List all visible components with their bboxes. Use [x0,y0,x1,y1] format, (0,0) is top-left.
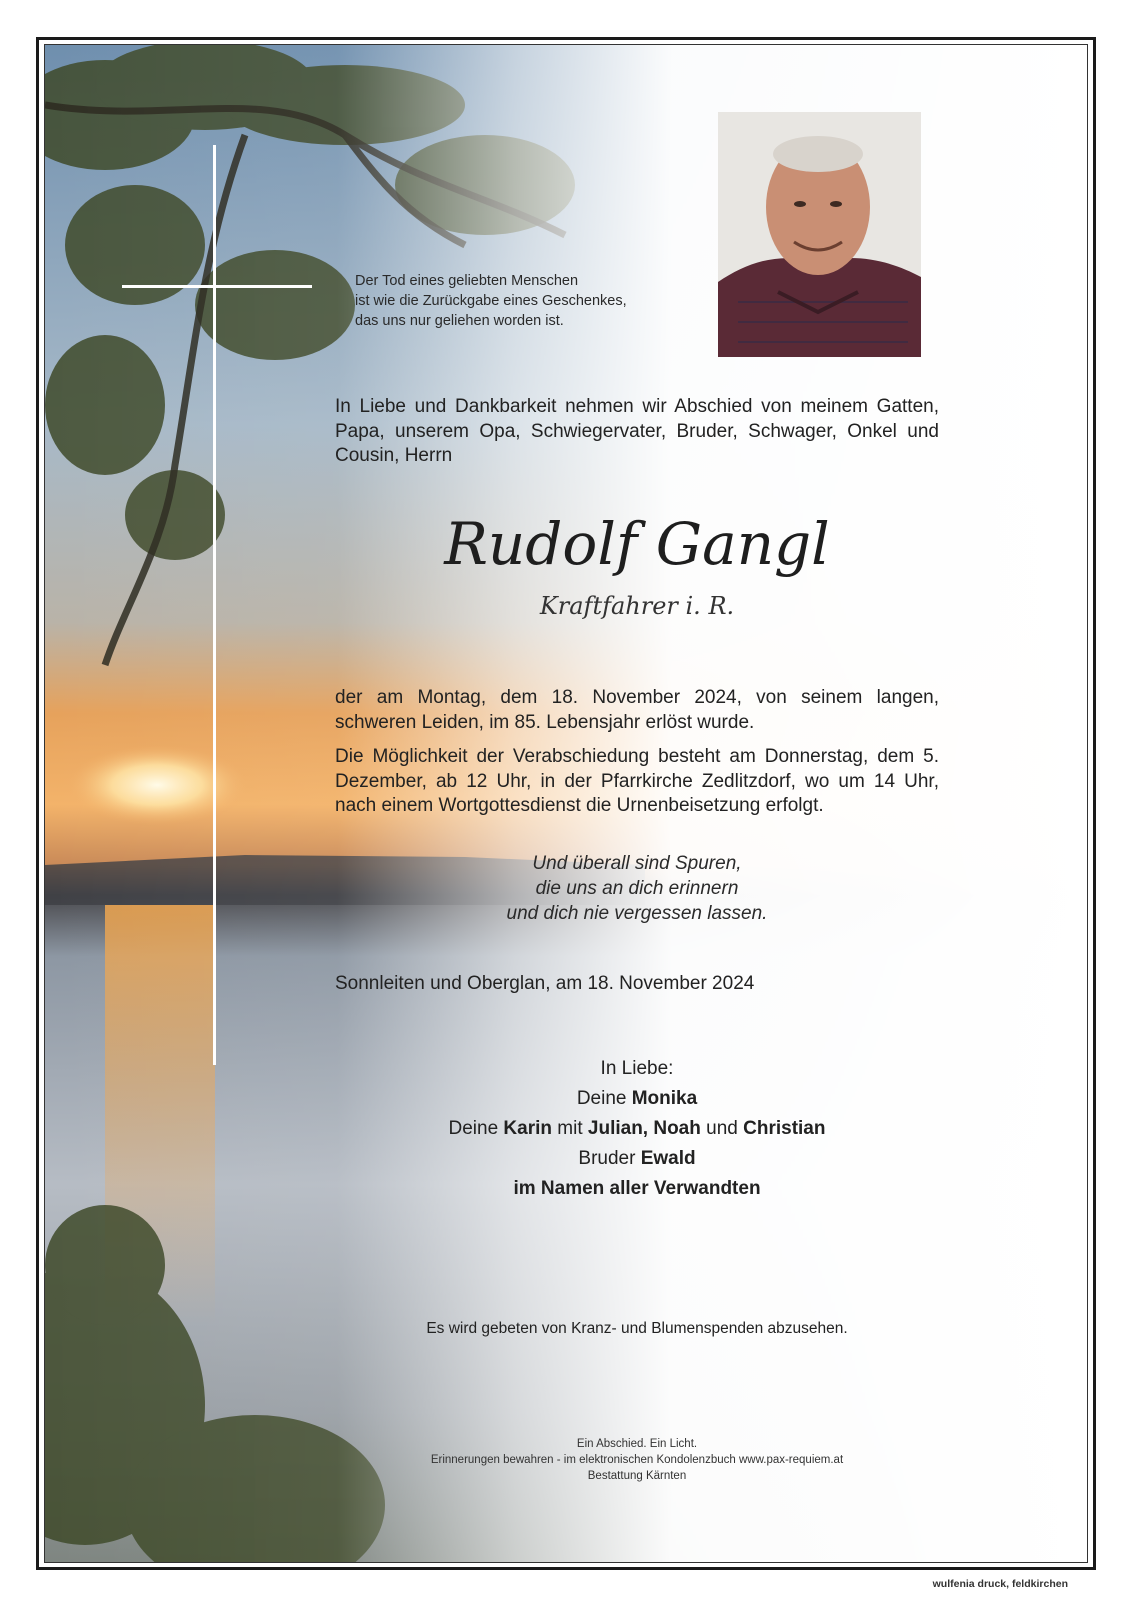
family-name: Karin [503,1118,552,1139]
family-text: und [700,1118,744,1139]
family-name: Ewald [640,1148,696,1169]
family-name: Julian, Noah [587,1118,701,1139]
cross-vertical-bar [213,145,216,1065]
family-name: Christian [743,1118,826,1139]
funeral-footer [335,1436,939,1484]
intro-text: In Liebe und Dankbarkeit nehmen wir Abschied von meinem Gatten, Papa, unserem Opa, Schwiegervater, Bruder, Schwager, Onkel und Cousin, Herrn [335,396,939,466]
footer-line: Erinnerungen bewahren - im elektronischen Kondolenzbuch www.pax-requiem.at [430,1454,844,1466]
death-text: der am Montag, dem 18. November 2024, von seinem langen, schweren Leiden, im 85. Lebensjahr erlöst wurde. [335,687,939,733]
portrait-photo [718,112,921,357]
farewell-text: Die Möglichkeit der Verabschiedung besteht am Donnerstag, dem 5. Dezember, ab 12 Uhr, in der Pfarrkirche Zedlitzdorf, wo um 14 Uhr, nach einem Wortgottesdienst die Urnenbeisetzung erfolgt. [335,746,939,816]
place-date: Sonnleiten und Oberglan, am 18. November 2024 [335,973,755,994]
family-name: Monika [631,1088,698,1109]
cross-horizontal-bar [122,285,312,288]
donation-request: Es wird gebeten von Kranz- und Blumenspenden abzusehen. [426,1320,848,1337]
top-quote [355,271,695,331]
family-text: mit [552,1118,588,1139]
printer-credit: wulfenia druck, feldkirchen [932,1578,1068,1590]
top-quote-line: das uns nur geliehen worden ist. [355,313,564,329]
family-signatures [335,1054,939,1204]
family-heading: In Liebe: [600,1058,674,1079]
family-line-brother [335,1144,939,1174]
family-text: Deine [448,1118,504,1139]
footer-line: Bestattung Kärnten [587,1470,687,1482]
family-line-spouse [335,1084,939,1114]
card-area [44,44,1088,1563]
deceased-name: Rudolf Gangl [444,510,830,578]
family-line-relatives [335,1174,939,1204]
top-quote-line: Der Tod eines geliebten Menschen [355,273,579,289]
poem-line: und dich nie vergessen lassen. [506,903,768,924]
family-line-daughter [335,1114,939,1144]
poem [335,851,939,926]
family-text: Bruder [578,1148,641,1169]
poem-line: Und überall sind Spuren, [532,853,742,874]
deceased-profession: Kraftfahrer i. R. [539,592,735,620]
footer-line: Ein Abschied. Ein Licht. [576,1438,698,1450]
top-quote-line: ist wie die Zurückgabe eines Geschenkes, [355,293,627,309]
family-name: im Namen aller Verwandten [513,1178,761,1199]
poem-line: die uns an dich erinnern [535,878,739,899]
family-text: Deine [576,1088,632,1109]
